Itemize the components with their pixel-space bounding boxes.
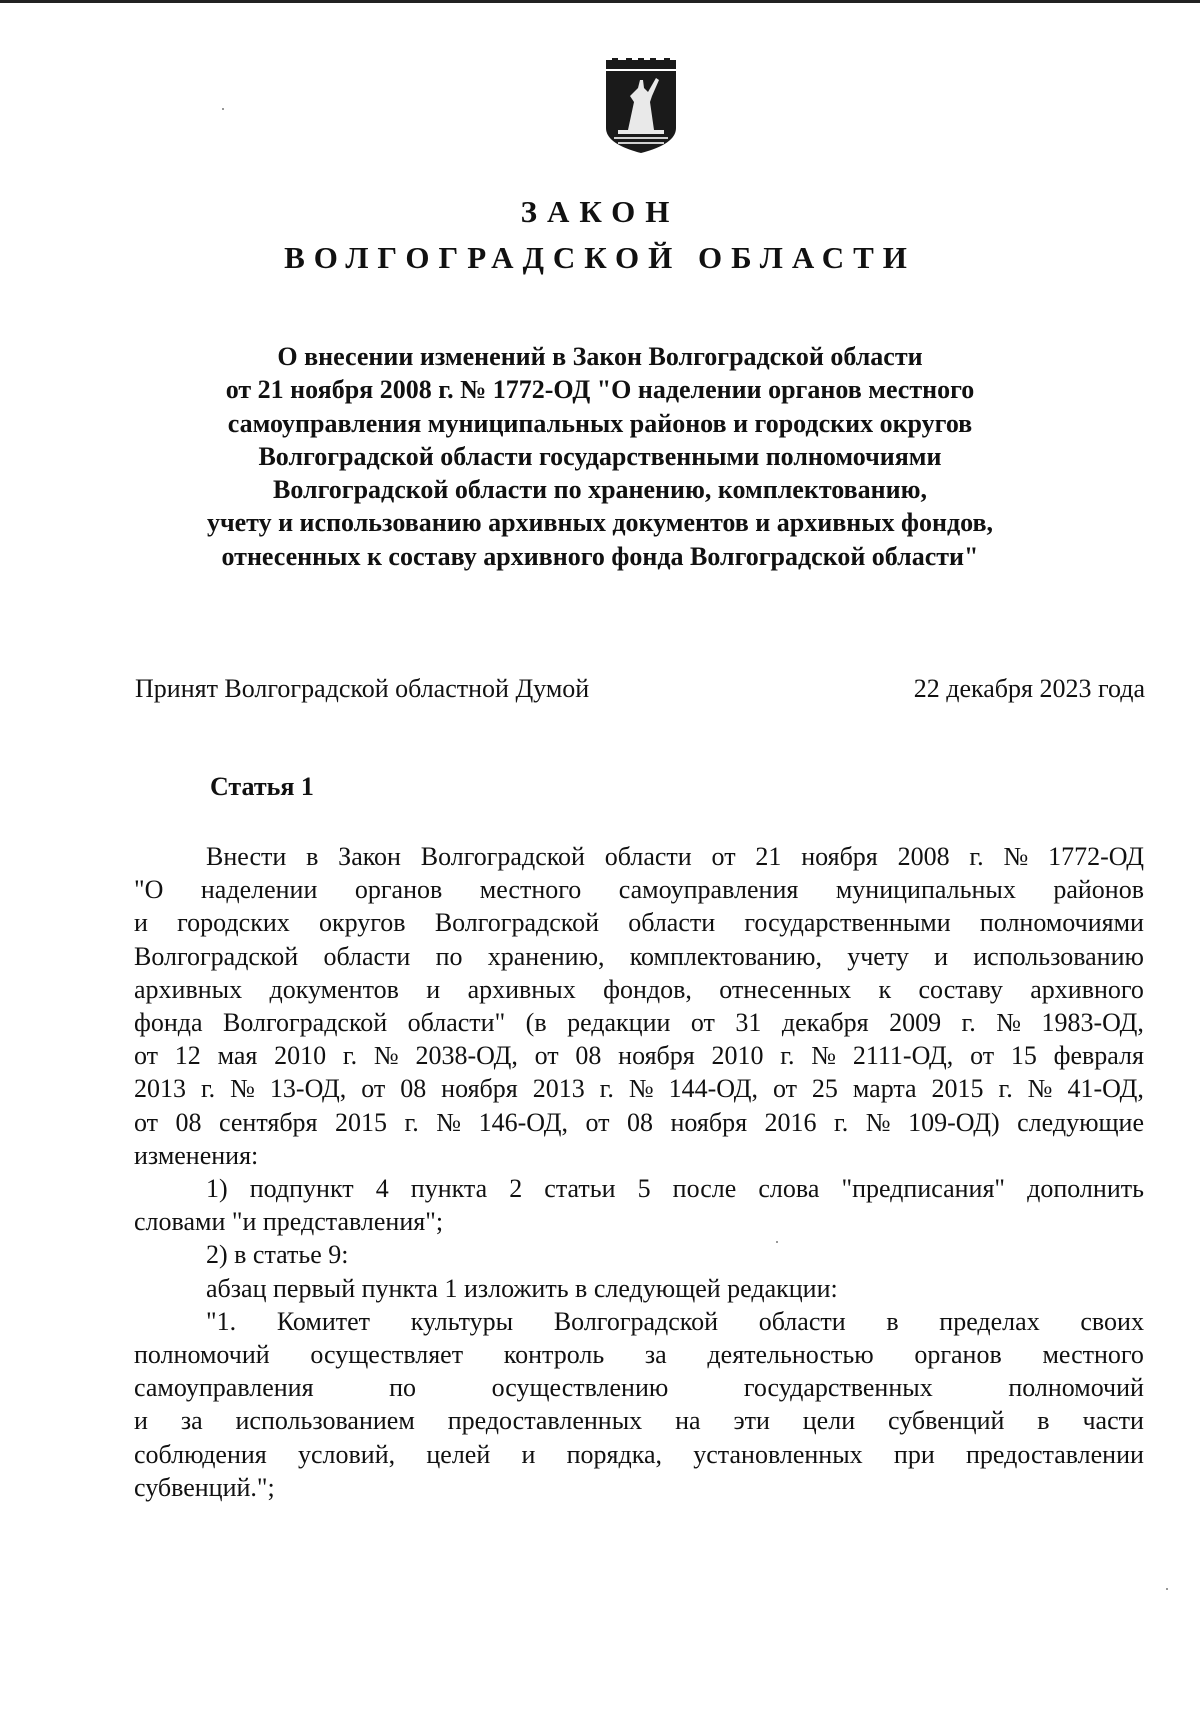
scan-speck [776,1241,778,1243]
article-line: от 12 мая 2010 г. № 2038-ОД, от 08 ноября 2010 г. № 2111-ОД, от 15 февраля [134,1041,1144,1071]
article-line: 2013 г. № 13-ОД, от 08 ноября 2013 г. № 144-ОД, от 25 марта 2015 г. № 41-ОД, [134,1074,1144,1104]
article-title: Статья 1 [210,772,314,801]
scan-edge [0,0,1200,3]
subject-line: О внесении изменений в Закон Волгоградской области [277,342,923,371]
article-body [134,840,1144,1504]
law-region-title: ВОЛГОГРАДСКОЙ ОБЛАСТИ [284,240,916,275]
article-line: и городских округов Волгоградской области государственными полномочиями [134,908,1144,938]
subject-line: отнесенных к составу архивного фонда Волгоградской области" [221,541,979,571]
subject-line: от 21 ноября 2008 г. № 1772-ОД "О наделении органов местного [225,375,975,405]
article-line: самоуправления по осуществлению государственных полномочий [134,1373,1144,1403]
subject-line: Волгоградской области государственными полномочиями [258,441,942,471]
law-title: ЗАКОН [520,194,680,229]
article-line: Волгоградской области по хранению, комплектованию, учету и использованию [134,941,1144,971]
subject-line: самоуправления муниципальных районов и городских округов [227,408,973,438]
article-line: полномочий осуществляет контроль за деятельностью органов местного [134,1340,1144,1370]
adoption-date: 22 декабря 2023 года [913,674,1145,703]
article-line: "1. Комитет культуры Волгоградской области в пределах своих [206,1306,1144,1336]
article-line: архивных документов и архивных фондов, отнесенных к составу архивного [134,974,1144,1004]
article-line: "О наделении органов местного самоуправления муниципальных районов [134,875,1144,905]
article-line: изменения: [134,1140,259,1170]
article-line: от 08 сентября 2015 г. № 146-ОД, от 08 ноября 2016 г. № 109-ОД) следующие [134,1107,1144,1137]
article-line: 2) в статье 9: [206,1240,349,1270]
subject-line: Волгоградской области по хранению, комплектованию, [273,475,927,505]
law-subject [150,340,1050,573]
adoption-line [135,674,1145,704]
subject-line: учету и использованию архивных документов и архивных фондов, [206,508,994,538]
article-line: абзац первый пункта 1 изложить в следующей редакции: [206,1273,838,1303]
adopting-body: Принят Волгоградской областной Думой [135,674,590,703]
article-line: словами "и представления"; [134,1207,444,1237]
article-line: Внести в Закон Волгоградской области от 21 ноября 2008 г. № 1772-ОД [206,842,1144,871]
scan-speck [222,108,224,110]
article-line: фонда Волгоградской области" (в редакции от 31 декабря 2009 г. № 1983-ОД, [134,1008,1144,1038]
scan-speck [1166,1588,1168,1590]
article-line: 1) подпункт 4 пункта 2 статьи 5 после слова "предписания" дополнить [206,1174,1144,1204]
article-line: соблюдения условий, целей и порядка, установленных при предоставлении [134,1439,1144,1469]
coat-of-arms-icon [604,58,678,154]
article-line: и за использованием предоставленных на эти цели субвенций в части [134,1406,1144,1436]
article-line: субвенций."; [134,1472,275,1502]
